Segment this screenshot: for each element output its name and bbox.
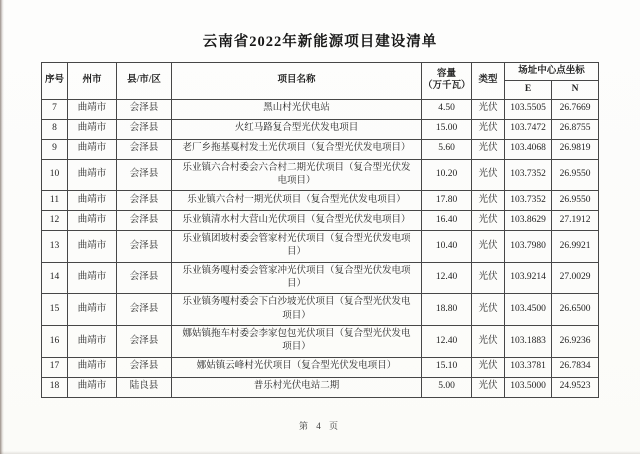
cell-n: 27.0029 — [552, 262, 599, 294]
cell-city: 曲靖市 — [68, 325, 117, 357]
cell-project: 火红马路复合型光伏发电项目 — [172, 119, 422, 139]
table-row — [42, 262, 599, 294]
table-row — [42, 139, 599, 159]
cell-city: 曲靖市 — [68, 211, 117, 231]
cell-seq: 18 — [42, 377, 68, 397]
header-latitude-n: N — [552, 81, 599, 99]
cell-city: 曲靖市 — [68, 99, 117, 119]
cell-type: 光伏 — [472, 325, 505, 357]
cell-type: 光伏 — [472, 211, 505, 231]
cell-capacity: 12.40 — [422, 262, 472, 294]
cell-capacity: 4.50 — [422, 99, 472, 119]
cell-seq: 17 — [42, 357, 68, 377]
cell-e: 103.5505 — [505, 99, 552, 119]
cell-type: 光伏 — [472, 99, 505, 119]
cell-type: 光伏 — [472, 294, 505, 326]
cell-seq: 7 — [42, 99, 68, 119]
cell-type: 光伏 — [472, 159, 505, 191]
table-row — [42, 159, 599, 191]
table-row — [42, 99, 599, 119]
cell-county: 会泽县 — [117, 294, 172, 326]
cell-n: 26.8755 — [552, 119, 599, 139]
cell-seq: 10 — [42, 159, 68, 191]
cell-n: 26.9236 — [552, 325, 599, 357]
cell-e: 103.7352 — [505, 191, 552, 211]
cell-seq: 14 — [42, 262, 68, 294]
table-row — [42, 191, 599, 211]
header-type: 类型 — [472, 63, 505, 100]
cell-n: 27.1912 — [552, 211, 599, 231]
table-row — [42, 357, 599, 377]
cell-e: 103.5000 — [505, 377, 552, 397]
table-row — [42, 211, 599, 231]
cell-project: 乐业镇六合村一期光伏项目（复合型光伏发电项目） — [172, 191, 422, 211]
cell-n: 26.9550 — [552, 159, 599, 191]
cell-capacity: 15.00 — [422, 119, 472, 139]
cell-project: 乐业镇团坡村委会管家村光伏项目（复合型光伏发电项目） — [172, 231, 422, 263]
cell-seq: 8 — [42, 119, 68, 139]
header-capacity-line2: （万千瓦） — [423, 80, 471, 91]
cell-seq: 12 — [42, 211, 68, 231]
cell-county: 会泽县 — [117, 231, 172, 263]
cell-e: 103.4500 — [505, 294, 552, 326]
table-row — [42, 294, 599, 326]
cell-n: 26.7834 — [552, 357, 599, 377]
header-seq: 序号 — [42, 63, 68, 100]
cell-city: 曲靖市 — [68, 231, 117, 263]
projects-table — [41, 62, 599, 398]
cell-type: 光伏 — [472, 119, 505, 139]
cell-e: 103.7980 — [505, 231, 552, 263]
cell-city: 曲靖市 — [68, 119, 117, 139]
cell-capacity: 12.40 — [422, 325, 472, 357]
cell-city: 曲靖市 — [68, 191, 117, 211]
cell-type: 光伏 — [472, 377, 505, 397]
cell-project: 老厂乡拖基戛村发土光伏项目（复合型光伏发电项目） — [172, 139, 422, 159]
table-row — [42, 377, 599, 397]
cell-n: 26.7669 — [552, 99, 599, 119]
cell-e: 103.1883 — [505, 325, 552, 357]
cell-project: 乐业镇清水村大营山光伏项目（复合型光伏发电项目） — [172, 211, 422, 231]
cell-project: 乐业镇务嘎村委会管家冲光伏项目（复合型光伏发电项目） — [172, 262, 422, 294]
cell-type: 光伏 — [472, 357, 505, 377]
cell-capacity: 17.80 — [422, 191, 472, 211]
header-city: 州市 — [68, 63, 117, 100]
cell-e: 103.9214 — [505, 262, 552, 294]
cell-seq: 13 — [42, 231, 68, 263]
cell-capacity: 5.00 — [422, 377, 472, 397]
cell-county: 陆良县 — [117, 377, 172, 397]
cell-county: 会泽县 — [117, 119, 172, 139]
cell-county: 会泽县 — [117, 139, 172, 159]
cell-city: 曲靖市 — [68, 357, 117, 377]
header-coordinates: 场址中心点坐标 — [505, 63, 599, 81]
scan-edge-shadow — [0, 0, 4, 454]
cell-city: 曲靖市 — [68, 377, 117, 397]
cell-e: 103.4068 — [505, 139, 552, 159]
page-number: 第 4 页 — [298, 420, 341, 431]
cell-county: 会泽县 — [117, 357, 172, 377]
cell-seq: 9 — [42, 139, 68, 159]
table-row — [42, 231, 599, 263]
cell-e: 103.8629 — [505, 211, 552, 231]
cell-capacity: 10.40 — [422, 231, 472, 263]
header-project: 项目名称 — [172, 63, 422, 100]
cell-e: 103.3781 — [505, 357, 552, 377]
cell-e: 103.7472 — [505, 119, 552, 139]
cell-type: 光伏 — [472, 231, 505, 263]
header-capacity — [422, 63, 472, 100]
cell-n: 26.6500 — [552, 294, 599, 326]
cell-n: 26.9550 — [552, 191, 599, 211]
cell-capacity: 10.20 — [422, 159, 472, 191]
cell-project: 娜姑镇云峰村光伏项目（复合型光伏发电项目） — [172, 357, 422, 377]
cell-city: 曲靖市 — [68, 139, 117, 159]
cell-project: 娜姑镇拖车村委会李家包包光伏项目（复合型光伏发电项目） — [172, 325, 422, 357]
table-header — [42, 63, 599, 100]
cell-n: 26.9819 — [552, 139, 599, 159]
table-body — [42, 99, 599, 397]
cell-type: 光伏 — [472, 191, 505, 211]
cell-n: 26.9921 — [552, 231, 599, 263]
cell-e: 103.7352 — [505, 159, 552, 191]
cell-project: 乐业镇务嘎村委会下白沙坡光伏项目（复合型光伏发电项目） — [172, 294, 422, 326]
cell-project: 普乐村光伏电站二期 — [172, 377, 422, 397]
cell-seq: 11 — [42, 191, 68, 211]
cell-city: 曲靖市 — [68, 262, 117, 294]
cell-project: 黑山村光伏电站 — [172, 99, 422, 119]
cell-seq: 16 — [42, 325, 68, 357]
cell-type: 光伏 — [472, 262, 505, 294]
cell-project: 乐业镇六合村委会六合村二期光伏项目（复合型光伏发电项目） — [172, 159, 422, 191]
cell-capacity: 5.60 — [422, 139, 472, 159]
page-title: 云南省2022年新能源项目建设清单 — [202, 34, 438, 50]
cell-capacity: 15.10 — [422, 357, 472, 377]
header-longitude-e: E — [505, 81, 552, 99]
header-county: 县/市/区 — [117, 63, 172, 100]
cell-county: 会泽县 — [117, 211, 172, 231]
cell-county: 会泽县 — [117, 99, 172, 119]
cell-capacity: 18.80 — [422, 294, 472, 326]
cell-n: 24.9523 — [552, 377, 599, 397]
cell-type: 光伏 — [472, 139, 505, 159]
cell-county: 会泽县 — [117, 191, 172, 211]
table-row — [42, 325, 599, 357]
cell-county: 会泽县 — [117, 325, 172, 357]
cell-county: 会泽县 — [117, 262, 172, 294]
cell-city: 曲靖市 — [68, 294, 117, 326]
cell-capacity: 16.40 — [422, 211, 472, 231]
cell-county: 会泽县 — [117, 159, 172, 191]
header-capacity-line1: 容量 — [436, 68, 456, 79]
cell-seq: 15 — [42, 294, 68, 326]
cell-city: 曲靖市 — [68, 159, 117, 191]
table-row — [42, 119, 599, 139]
